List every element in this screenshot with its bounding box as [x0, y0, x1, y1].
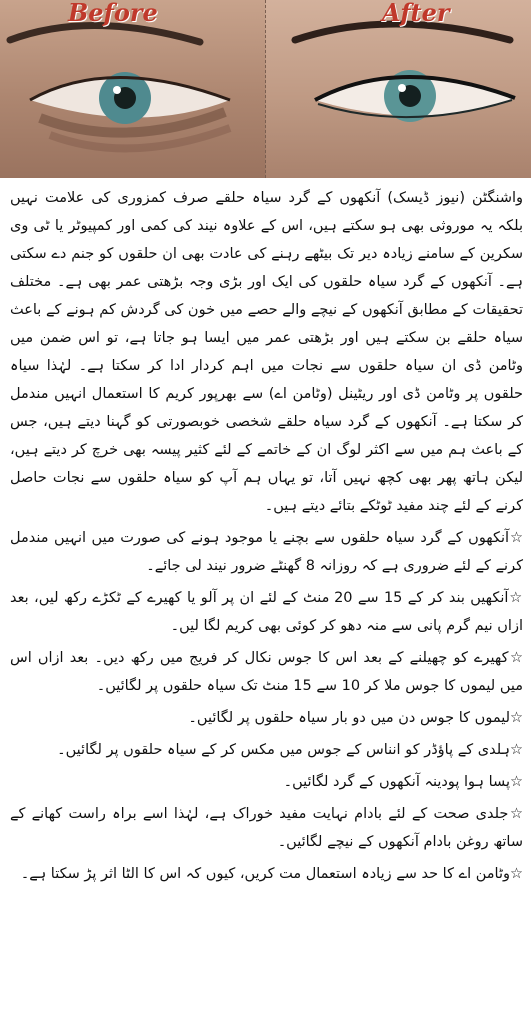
tip-item: ☆آنکھوں کے گرد سیاہ حلقوں سے بچنے یا موجود ہونے کی صورت میں انہیں مندمل کرنے کے لئے ضروری ہے کہ روزانہ 8 گھنٹے ضرور نیند لی جائے۔: [10, 530, 523, 574]
tip-item: ☆کھیرے کو چھیلنے کے بعد اس کا جوس نکال کر فریج میں رکھ دیں۔ بعد ازاں اس میں لیموں کا جوس ملا کر 10 سے 15 منٹ تک سیاہ حلقوں پر لگائیں۔: [10, 650, 523, 694]
before-label: Before: [68, 0, 158, 27]
tip-item: ☆آنکھیں بند کر کے 15 سے 20 منٹ کے لئے ان پر آلو یا کھیرے کے ٹکڑے رکھ لیں، بعد ازاں نیم گرم پانی سے منہ دھو کر کوئی بھی کریم لگا لیں۔: [10, 590, 523, 634]
article-intro: واشنگٹن (نیوز ڈیسک) آنکھوں کے گرد سیاہ حلقے صرف کمزوری کی علامت نہیں بلکہ یہ موروثی بھی ہو سکتے ہیں، اس کے علاوہ نیند کی کمی اور کمپیوٹر یا ٹی وی سکرین کے سامنے زیادہ دیر تک بیٹھے رہنے کی عادت بھی ان حلقوں کو جنم دے سکتی ہے۔ آنکھوں کے گرد سیاہ حلقوں کی ایک اور بڑی وجہ بڑھتی عمر بھی ہے۔ مختلف تحقیقات کے مطابق آنکھوں کے نیچے والے حصے میں خون کی گردش کم ہونے کے باعث سیاہ حلقے بن سکتے ہیں اور بڑھتی عمر میں ایسا ہو جاتا ہے، تو اس ضمن میں وٹامن ڈی ان سیاہ حلقوں سے نجات میں اہم کردار ادا کر سکتا ہے۔ لہٰذا سیاہ حلقوں پر وٹامن ڈی اور ریٹینل (وٹامن اے) سے بھرپور کریم کا استعمال انہیں مندمل کر سکتا ہے۔ آنکھوں کے گرد سیاہ حلقے شخصی خوبصورتی کو گہنا دیتے ہیں، جس کے باعث ہم میں سے اکثر لوگ ان کے خاتمے کے لئے کثیر پیسہ بھی خرچ کر دیتے ہیں، لیکن ہاتھ پھر بھی کچھ نہیں آتا، تو یہاں ہم آپ کو سیاہ حلقوں سے نجات حاصل کرنے کے لئے چند مفید ٹوٹکے بتائے دیتے ہیں۔: [10, 190, 523, 514]
after-label: After: [382, 0, 450, 27]
tip-item: ☆ہلدی کے پاؤڈر کو انناس کے جوس میں مکس کر کے سیاہ حلقوں پر لگائیں۔: [57, 742, 523, 758]
photo-divider: [265, 0, 267, 178]
tip-item: ☆جلدی صحت کے لئے بادام نہایت مفید خوراک ہے، لہٰذا اسے براہ راست کھانے کے ساتھ روغن بادام آنکھوں کے نیچے لگائیں۔: [10, 806, 523, 850]
tip-item: ☆لیموں کا جوس دن میں دو بار سیاہ حلقوں پر لگائیں۔: [188, 710, 523, 726]
tip-item: ☆وٹامن اے کا حد سے زیادہ استعمال مت کریں، کیوں کہ اس کا الٹا اثر پڑ سکتا ہے۔: [20, 866, 523, 882]
article-body: [0, 178, 531, 888]
tip-item: ☆پسا ہوا پودینہ آنکھوں کے گرد لگائیں۔: [283, 774, 523, 790]
before-after-photo: [0, 0, 531, 178]
